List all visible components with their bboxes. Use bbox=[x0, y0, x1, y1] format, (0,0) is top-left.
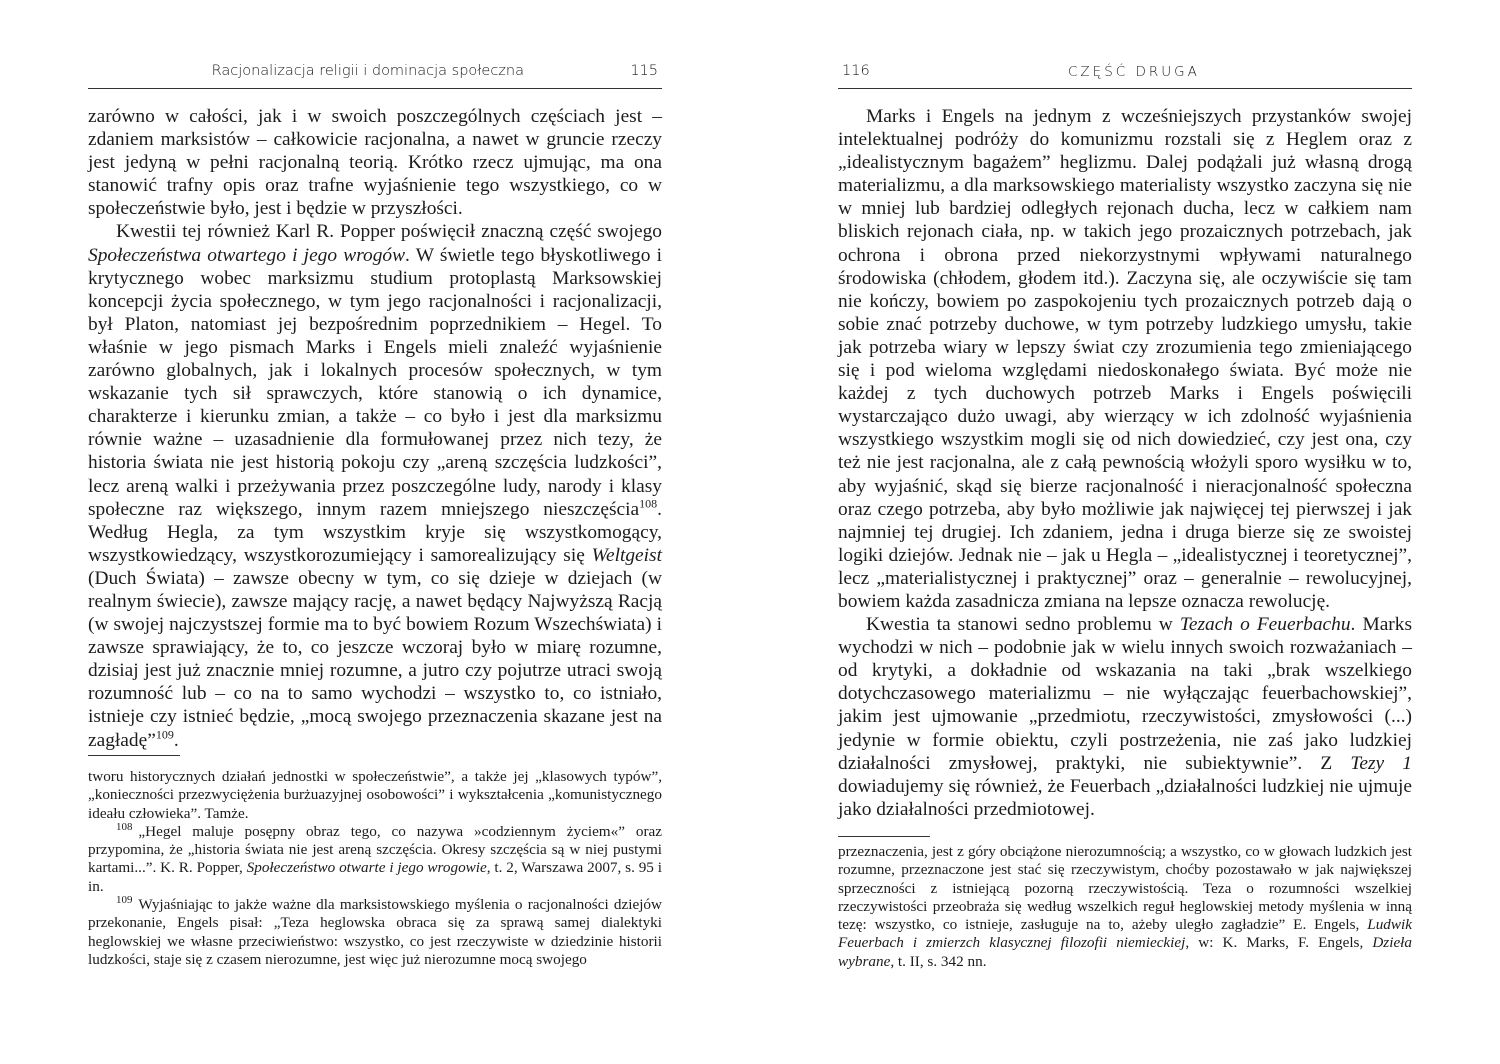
book-title: Społeczeństwa otwartego i jego wrogów bbox=[88, 244, 406, 266]
book-title: Ludwik Feuerbach i zmierzch klasycznej filozofii niemieckiej bbox=[838, 916, 1412, 952]
footnote-divider bbox=[88, 755, 180, 756]
footnote-continuation: przeznaczenia, jest z góry obciążone nierozumnością; a wszystko, co w głowach ludzkich jest rozumne, przeznaczone jest stać się rzeczywistym, choćby pozostawało w jak największej sprzeczności z istniejącą pozorną rzeczywistością. Teza o rozumności wszelkiej rzeczywistości przeobraża się według wszelkich reguł heglowskiej metody myślenia w inną tezę: wszystko, co istnieje, zasługuje na to, ażeby uległo zagładzie” E. Engels, Ludwik Feuerbach i zmierzch klasycznej filozofii niemieckiej, w: K. Marks, F. Engels, Dzieła wybrane, t. II, s. 342 nn. bbox=[838, 843, 1412, 970]
book-title: Dzieła wybrane bbox=[838, 934, 1412, 970]
left-page bbox=[88, 0, 662, 1064]
footnotes-right bbox=[838, 843, 1412, 971]
foreign-term: Weltgeist bbox=[591, 544, 662, 566]
paragraph: zarówno w całości, jak i w swoich poszczególnych częściach jest – zdaniem marksistów – całkowicie racjonalna, a nawet w gruncie rzeczy jest jedyną w pełni racjonalną teorią. Krótko rzecz ujmując, ma ona stanowić trafny opis oraz trafne wyjaśnienie tego wszystkiego, co w społeczeństwie było, jest i będzie w przyszłości. bbox=[88, 106, 662, 220]
right-page bbox=[838, 0, 1412, 1064]
footnote-108: $^{108}$ „Hegel maluje posępny obraz tego, co nazywa »codziennym życiem«” oraz przypomina, że „historia świata nie jest areną szczęścia. Okresy szczęścia są w niej pustymi kartami...”. K. R. Popper, Społeczeństwo otwarte i jego wrogowie, t. 2, Warszawa 2007, s. 95 i in. bbox=[88, 820, 662, 895]
footnote-divider bbox=[838, 836, 930, 837]
running-title: CZĘŚĆ DRUGA bbox=[1068, 64, 1200, 80]
footnote-ref[interactable]: 108 bbox=[639, 496, 658, 511]
book-title: Tezy 1 bbox=[1350, 752, 1412, 774]
body-text-right bbox=[838, 105, 1412, 821]
body-text-left bbox=[88, 105, 662, 752]
paragraph: Marks i Engels na jednym z wcześniejszych przystanków swojej intelektualnej podróży do komunizmu rozstali się z Heglem oraz z „idealistycznym bagażem” heglizmu. Dalej podążali już własną drogą materializmu, a dla marksowskiego materialisty wszystko zaczyna się nie w mniej lub bardziej odległych rejonach ducha, lecz w całkiem nam bliskich rejonach ciała, np. w takich jego prozaicznych potrzebach, jak ochrona i obrona przed niekorzystnymi wpływami naturalnego środowiska (chłodem, głodem itd.). Zaczyna się, ale oczywiście się tam nie kończy, bowiem po zaspokojeniu tych prozaicznych potrzeb dają o sobie znać potrzeby duchowe, w tym potrzeby ludzkiego umysłu, takie jak potrzeba wiary w lepszy świat czy zrozumienia tego zmieniającego się i pod wieloma względami niedoskonałego świata. Być może nie każdej z tych duchowych potrzeb Marks i Engels poświęcili wystarczająco dużo uwagi, aby wierzący w ich zdolność wyjaśnienia wszystkiego wszystkim mogli się od nich dowiedzieć, czy jest ona, czy też nie jest racjonalna, ale z całą pewnością włożyli sporo wysiłku w to, aby wyjaśnić, skąd się bierze racjonalność i nieracjonalność społeczna oraz czego potrzeba, aby było możliwie jak najwięcej tej pierwszej i jak najmniej tej drugiej. Ich zdaniem, jedna i druga bierze się ze swoistej logiki dziejów. Jednak nie – jak u Hegla – „idealistycznej i teoretycznej”, lecz „materialistycznej i praktycznej” oraz – generalnie – rewolucyjnej, bowiem każda zasadnicza zmiana na lepsze oznacza rewolucję. bbox=[838, 106, 1412, 612]
paragraph: Kwestia ta stanowi sedno problemu w Tezach o Feuerbachu. Marks wychodzi w nich – podobnie jak w wielu innych swoich rozważaniach – od krytyki, a dokładnie od wskazania na taki „brak wszelkiego dotychczasowego materializmu – nie wyłączając feuerbachowskiej”, jakim jest ujmowanie „przedmiotu, rzeczywistości, zmysłowości (...) jedynie w formie obiektu, czyli postrzeżenia, nie zaś jako ludzkiej działalności zmysłowej, praktyki, nie subiektywnie”. Z Tezy 1 dowiadujemy się również, że Feuerbach „działalności ludzkiej nie ujmuje jako działalności przedmiotowej. bbox=[838, 614, 1412, 820]
paragraph: Kwestii tej również Karl R. Popper poświęcił znaczną część swojego Społeczeństwa otwartego i jego wrogów. W świetle tego błyskotliwego i krytycznego wobec marksizmu studium protoplastą Marksowskiej koncepcji życia społecznego, w tym jego racjonalności i racjonalizacji, był Platon, natomiast jej bezpośrednim poprzednikiem – Hegel. To właśnie w jego pismach Marks i Engels mieli znaleźć wyjaśnienie zarówno globalnych, jak i lokalnych procesów społecznych, w tym wskazanie tych sił sprawczych, które stanowią o ich dynamice, charakterze i kierunku zmian, a także – co było i jest dla marksizmu równie ważne – uzasadnienie dla formułowanej przez nich tezy, że historia świata nie jest historią pokoju czy „areną szczęścia ludzkości”, lecz areną walki i przeżywania przez poszczególne ludy, narody i klasy społeczne raz większego, innym razem mniejszego nieszczęścia$^{108}$. Według Hegla, za tym wszystkim kryje się wszystkomogący, wszystkowiedzący, wszystkorozumiejący i samorealizujący się Weltgeist (Duch Świata) – zawsze obecny w tym, co się dzieje w dziejach (w realnym świecie), zawsze mający rację, a nawet będący Najwyższą Racją (w swojej najczystszej formie ma to być bowiem Rozum Wszechświata) i zawsze sprawiający, że to, co jeszcze wczoraj było w miarę rozumne, dzisiaj jest już znacznie mniej rozumne, a jutro czy pojutrze utraci swoją rozumność lub – co na to samo wychodzi – wszystko to, co istniało, istnieje czy istnieć będzie, „mocą swojego przeznaczenia skazane jest na zagładę”$^{109}$. bbox=[88, 221, 662, 751]
running-head-right bbox=[838, 60, 1412, 89]
footnote-number: 108 bbox=[116, 820, 133, 833]
book-title: Społeczeństwo otwarte i jego wrogowie bbox=[246, 859, 487, 877]
footnote-ref[interactable]: 109 bbox=[155, 727, 174, 742]
footnote-continuation: tworu historycznych działań jednostki w społeczeństwie”, a także jej „klasowych typów”, „konieczności przezwyciężenia burżuazyjnej osobowości” i wykształcenia „komunistycznego ideału człowieka”. Tamże. bbox=[88, 768, 662, 822]
footnotes-left bbox=[88, 768, 662, 969]
page-number: 115 bbox=[630, 63, 658, 79]
page-number: 116 bbox=[842, 63, 870, 79]
footnote-number: 109 bbox=[116, 894, 133, 907]
running-head-left bbox=[88, 60, 662, 89]
running-title: Racjonalizacja religii i dominacja społeczna bbox=[211, 63, 524, 79]
footnote-109: $^{109}$ Wyjaśniając to jakże ważne dla marksistowskiego myślenia o racjonalności dziejów przekonanie, Engels pisał: „Teza heglowska obraca się za sprawą samej dialektyki heglowskiej we własne przeciwieństwo: wszystko, co jest rzeczywiste w dziedzinie historii ludzkości, staje się z czasem nierozumne, jest więc już nierozumne mocą swojego bbox=[88, 894, 662, 968]
book-title: Tezach o Feuerbachu bbox=[1179, 614, 1351, 636]
